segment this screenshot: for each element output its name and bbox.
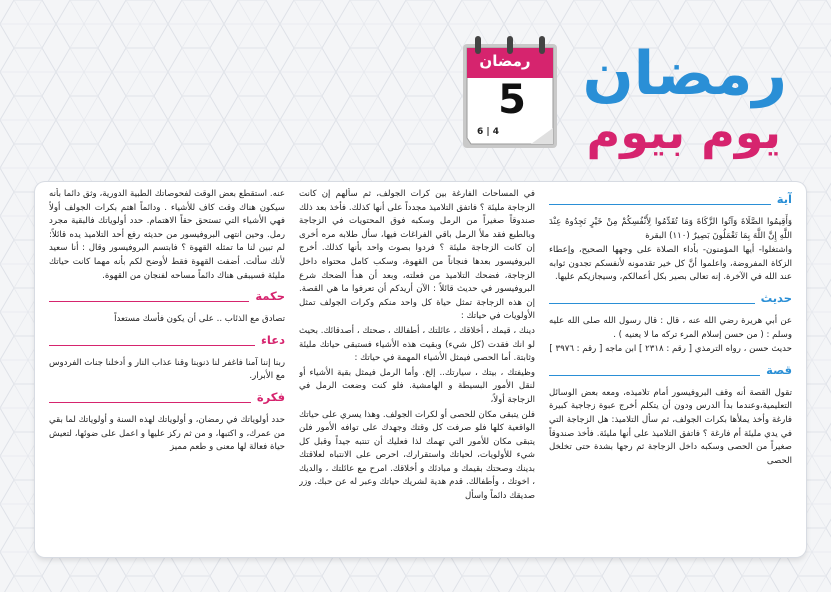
calendar-icon xyxy=(461,30,571,155)
wisdom-heading: حكمة xyxy=(249,287,285,305)
page-title: رمضان xyxy=(582,39,787,109)
story-text-part3: دينك ، قيمك ، أخلاقك ، عائلتك ، أطفالك ، صحتك ، أصدقائك. بحيث لو انك فقدت (كل شيء) وبقيت هذه الأشياء فستبقى حياتك مليئة وثابتة. أما الحصى فيمثل الأشياء المهمة في حياتك : xyxy=(299,325,535,364)
idea-text: حدد أولوياتك في رمضان، و أولوياتك لهذه السنة و أولوياتك لما بقي من عمرك، و اكتبها، و من ثم ركز عليها و اعمل على ضوئها، لتعيش حياة فعالة لها معنى و طعم مميز xyxy=(49,414,285,453)
dua-text: ربنا إننا آمنا فاغفر لنا ذنوبنا وقنا عذاب النار و أدخلنا جنات الفردوس مع الأبرار. xyxy=(49,357,285,382)
page-subtitle: يوم بيوم xyxy=(586,105,781,159)
aya-heading: آية xyxy=(771,190,792,208)
aya-explanation: واشتغلوا- أيها المؤمنون- بأداء الصلاة على وجهها الصحيح، وإعطاء الزكاة المفروضة، واعلموا أنَّ كل خير تقدمونه لأنفسكم تجدون ثوابه عند الله في الآخرة. إنه تعالى بصير بكل أعمالكم، وسيجازيكم عليها. xyxy=(549,245,792,283)
wisdom-text: تصادق مع الذئاب .. على أن يكون فأسك مستعداً xyxy=(114,314,285,325)
content-card xyxy=(35,182,806,557)
hadith-text: عن أبي هريرة رضي الله عنه ، قال : قال رسول الله صلى الله عليه وسلم : ( من حسن إسلام المرء تركه ما لا يعنيه ) . xyxy=(549,315,792,340)
idea-heading: فكرة xyxy=(251,388,285,406)
calendar-date-small: 6 | 4 xyxy=(476,127,500,137)
column-right xyxy=(549,188,792,549)
section-header-story xyxy=(549,361,792,381)
hadith-heading: حديث xyxy=(755,289,792,307)
masthead xyxy=(461,30,791,180)
story-text-start: تقول القصة أنه وقف البروفيسور أمام تلاميذه، ومعه بعض الوسائل التعليمية،وعندما بدأ الدرس ودون أن يتكلم أخرج عبوة زجاجية كبيرة فارغة وأخذ يملأها بكرات الجولف، ثم سأل التلاميذ: هل الزجاجة التي في يدي مليئة أم فارغة ؟ فاتفق التلاميذ على أنها مليئة. فأخذ صندوقاً صغيراً من الحصى وسكبه داخل الزجاجة ثم رجها بشدة حتى تخلخل الحصى xyxy=(549,387,792,466)
story-text-part4: وظيفتك ، بيتك ، سيارتك.. إلخ. وأما الرمل فيمثل بقية الأشياء أو لنقل الأمور البسيطة و الهامشية. فلو كنت وضعت الرمل في الزجاجة أولاً، xyxy=(299,367,535,405)
story-text-part2: في المساحات الفارغة بين كرات الجولف، ثم سألهم إن كانت الزجاجة مليئة ؟ فاتفق التلاميذ مجدداً على أنها كذلك. فأخذ بعد ذلك صندوقاً صغيراً من الرمل وسكبه فوق المحتويات في الزجاجة وبالطبع فقد ملأ الرمل باقي الفراغات فيها، سأل طلابه مره أخرى إن كانت الزجاجة مليئة ؟ فردوا بصوت واحد بأنها كذلك. أخرج البروفيسور بعدها فنجاناً من القهوة، وسكب كامل محتواه داخل الزجاجة، فضحك التلاميذ من فعلته، وبعد أن هدأ الضحك شرع البروفيسور في حديث قائلاً : الآن أريدكم أن تعرفوا ما هي القصة. إن هذه الزجاجة تمثل حياة كل واحد منكم وكرات الجولف تمثل الأولويات في حياتك : xyxy=(299,189,535,322)
section-header-wisdom xyxy=(49,287,285,307)
section-header-hadith xyxy=(549,289,792,309)
column-middle xyxy=(299,188,535,549)
calendar-month-label: رمضان xyxy=(479,52,531,70)
story-text-part5: فلن يتبقى مكان للحصى أو لكرات الجولف. وهذا يسري على حياتك الواقعية كلها فلو صرفت كل وقتك وجهدك على توافه الأمور فلن يتبقى مكان للأمور التي تهمك لذا فعليك أن تنتبه جيداً وقبل كل شيء للأولويات، لحياتك واستقرارك، احرص على الانتباه لعلاقتك بدينك وصحتك بقيمك و مبادئك و أخلاقك. امرح مع عائلتك ، والديك ، اخوتك ، وأطفالك. قدم هدية لشريك حياتك وعبر له عن حبك. وزر صديقك دائماً واسأل xyxy=(299,409,535,502)
section-header-aya xyxy=(549,190,792,210)
aya-verse: وَأَقِيمُوا الصَّلَاةَ وَآتُوا الزَّكَاةَ وَمَا تُقَدِّمُوا لِأَنْفُسِكُمْ مِنْ خَيْرٍ تَجِدُوهُ عِنْدَ اللَّهِ إِنَّ اللَّهَ بِمَا تَعْمَلُونَ بَصِيرٌ (١١٠) البقرة xyxy=(549,217,792,241)
column-left xyxy=(49,188,285,549)
story-heading: قصة xyxy=(760,361,792,379)
story-text-end: عنه. استقطع بعض الوقت لفحوصاتك الطبية الدورية، وثق دائما بأنه سيكون هناك وقت كاف للأشياء . ودائماً اهتم بكرات الجولف أولاً فهي الأشياء التي تستحق حقاً الاهتمام. حدد أولوياتك فالبقية مجرد رمل. وحين انتهى البروفيسور من حديثه رفع أحد التلاميذ يده قائلاً: لم تبين لنا ما تمثله القهوة ؟ فابتسم البروفيسور وقال : أنا سعيد لأنك سألت. أضفت القهوة فقط لأوضح لكم بأنه مهما كانت حياتك مليئة فسيبقى هناك دائماً مساحه لفنجان من القهوة. xyxy=(49,189,285,281)
dua-heading: دعاء xyxy=(255,331,285,349)
hadith-source: حديث حسن ، رواه الترمذي [ رقم : ٢٣١٨ ] ابن ماجه [ رقم : ٣٩٧٦ ] xyxy=(549,344,792,355)
calendar-day-number: 5 xyxy=(498,77,526,123)
section-header-dua xyxy=(49,331,285,351)
section-header-idea xyxy=(49,388,285,408)
